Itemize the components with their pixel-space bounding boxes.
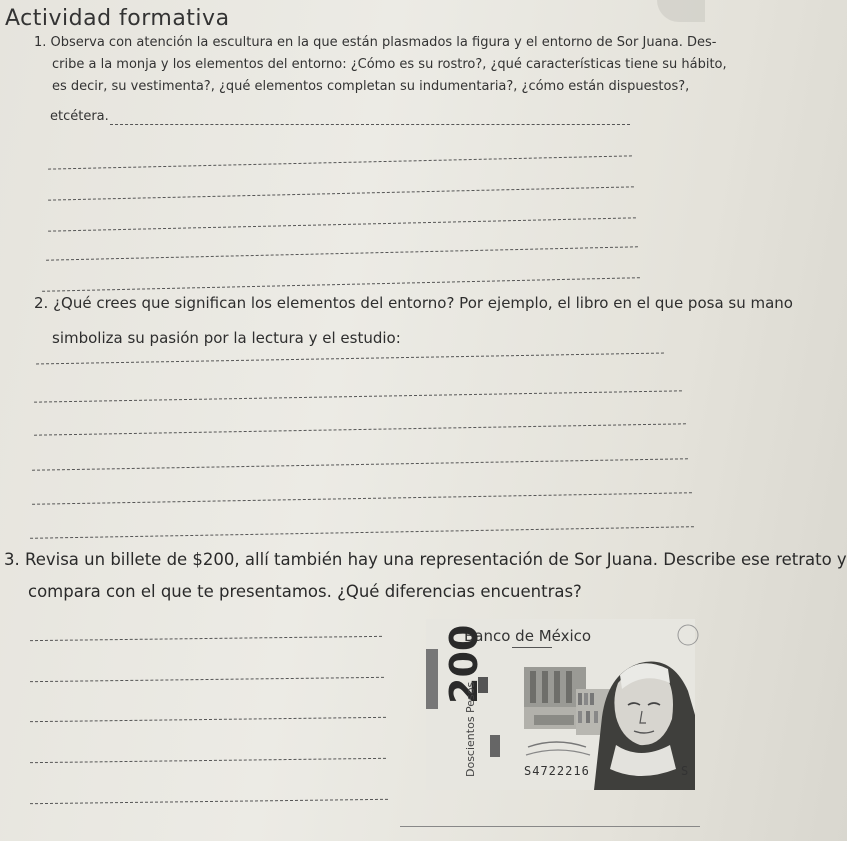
answer-line-q1-4[interactable] [48, 217, 636, 231]
answer-line-q2-5[interactable] [32, 492, 692, 505]
answer-line-q1-2[interactable] [48, 155, 632, 169]
answer-line-q3-4[interactable] [30, 758, 386, 763]
answer-line-q3-1[interactable] [30, 636, 382, 641]
banknote-serial-edge: S [681, 764, 689, 778]
corner-marking [657, 0, 705, 22]
answer-line-q2-3[interactable] [34, 423, 686, 435]
answer-line-q3-3[interactable] [30, 717, 386, 722]
answer-line-q2-1[interactable] [36, 353, 664, 365]
banknote-issuer: Banco de México [464, 627, 592, 645]
banknote-issuer-underline [512, 647, 552, 648]
bottom-rule [400, 826, 700, 827]
answer-line-q3-5[interactable] [30, 799, 388, 804]
answer-line-q1-6[interactable] [42, 277, 640, 292]
question-1-line-1: 1. Observa con atención la escultura en la que están plasmados la figura y el entorno de Sor Juana. Des- [34, 35, 717, 50]
answer-line-q1-3[interactable] [48, 186, 634, 200]
answer-line-q3-2[interactable] [30, 677, 384, 682]
question-2-line-1: 2. ¿Qué crees que significan los elementos del entorno? Por ejemplo, el libro en el que posa su mano [34, 294, 793, 312]
banknote-serial: S4722216 [524, 764, 590, 778]
page-title: Actividad formativa [5, 6, 230, 31]
answer-line-q2-4[interactable] [32, 458, 688, 470]
question-1-line-4: etcétera. [50, 109, 109, 124]
answer-line-q2-6[interactable] [30, 526, 694, 539]
question-3-line-2: compara con el que te presentamos. ¿Qué diferencias encuentras? [28, 582, 582, 601]
question-1-line-3: es decir, su vestimenta?, ¿qué elementos completan su indumentaria?, ¿cómo están dispuestos?, [52, 79, 690, 94]
question-3-line-1: 3. Revisa un billete de $200, allí también hay una representación de Sor Juana. Describe ese retrato y [4, 550, 847, 569]
banknote-200-image [426, 619, 695, 790]
banknote-denomination-words: Doscientos Pesos [464, 681, 477, 777]
question-1-line-2: cribe a la monja y los elementos del entorno: ¿Cómo es su rostro?, ¿qué características tiene su hábito, [52, 57, 727, 72]
question-2-line-2: simboliza su pasión por la lectura y el estudio: [52, 329, 401, 347]
answer-line-q2-2[interactable] [34, 390, 682, 402]
answer-line-q1-5[interactable] [46, 246, 638, 260]
banknote-denomination: 200 [442, 624, 486, 704]
answer-line-q1-1[interactable] [110, 124, 630, 125]
